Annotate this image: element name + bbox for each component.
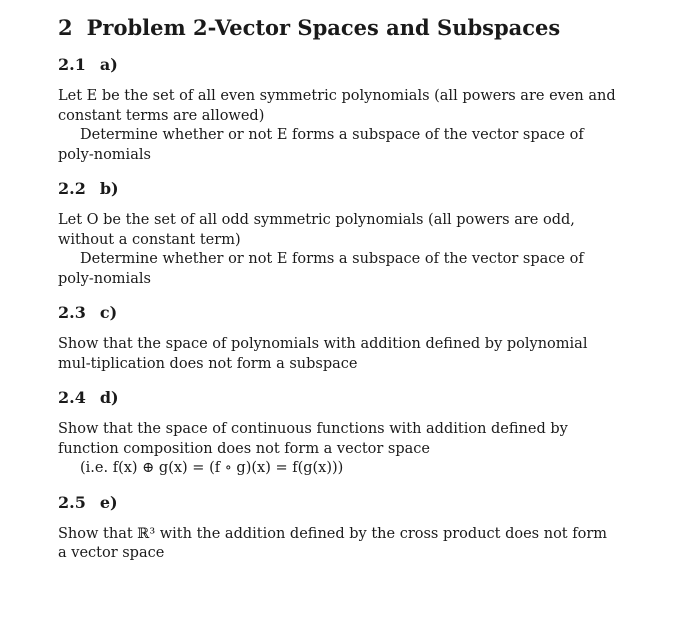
subsection-number: 2.2 (58, 179, 86, 199)
subsection-2-2 (58, 179, 618, 289)
subsection-heading (58, 388, 618, 408)
subsection-2-3 (58, 303, 618, 374)
subsection-2-5 (58, 493, 618, 564)
problem-question: Determine whether or not E forms a subspace of the vector space of poly-nomials (58, 127, 584, 163)
problem-statement: Show that the space of polynomials with addition defined by polynomial mul-tiplication does not form a subspace (58, 336, 588, 372)
subsection-heading (58, 179, 618, 199)
problem-question: Determine whether or not E forms a subspace of the vector space of poly-nomials (58, 251, 584, 287)
problem-statement: Show that ℝ³ with the addition defined by the cross product does not form a vector space (58, 525, 608, 562)
section-heading (58, 14, 618, 41)
subsection-heading (58, 55, 618, 75)
subsection-2-4 (58, 388, 618, 479)
problem-statement: Let O be the set of all odd symmetric polynomials (all powers are odd, without a constant term) (58, 212, 575, 248)
subsection-number: 2.3 (58, 303, 86, 323)
equation: (i.e. f(x) ⊕ g(x) = (f ∘ g)(x) = f(g(x))) (80, 460, 344, 477)
section-title: Problem 2-Vector Spaces and Subspaces (86, 15, 561, 40)
section-number: 2 (58, 15, 73, 40)
document-page (58, 14, 618, 578)
subsection-label: a) (99, 55, 118, 75)
subsection-number: 2.5 (58, 492, 86, 512)
subsection-label: e) (99, 492, 118, 512)
subsection-heading (58, 303, 618, 323)
subsection-number: 2.4 (58, 388, 86, 408)
subsection-number: 2.1 (58, 55, 86, 75)
subsection-label: c) (99, 303, 118, 323)
subsection-label: b) (99, 179, 119, 199)
problem-statement: Show that the space of continuous functions with addition defined by function composition does not form a vector space (58, 421, 568, 457)
subsection-label: d) (99, 388, 119, 408)
problem-statement: Let E be the set of all even symmetric polynomials (all powers are even and constant terms are allowed) (58, 88, 616, 124)
subsection-2-1 (58, 55, 618, 165)
subsection-heading (58, 493, 618, 513)
